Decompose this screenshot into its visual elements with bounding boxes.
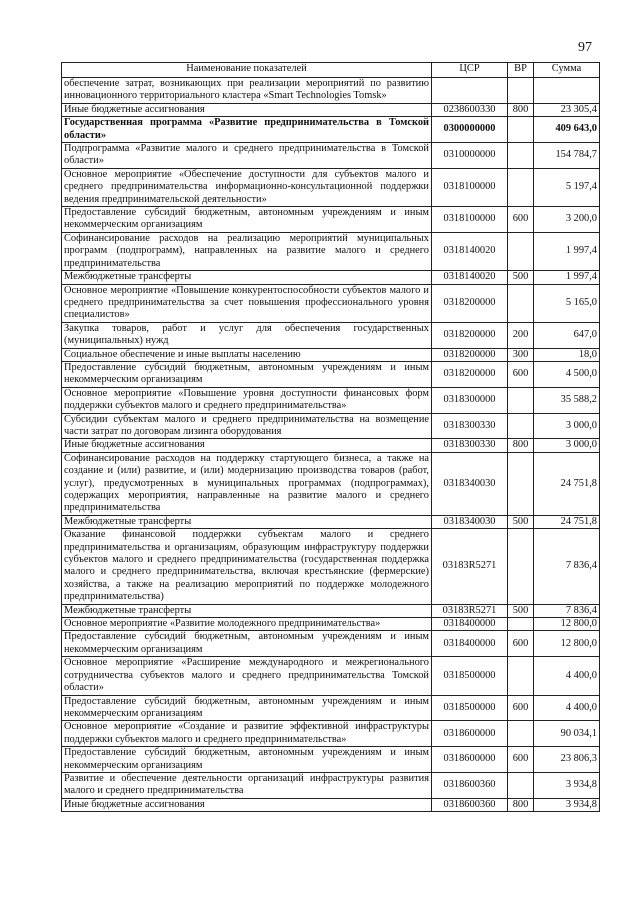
row-vr	[508, 284, 534, 322]
row-sum	[534, 78, 600, 104]
row-name: Софинансирование расходов на реализацию мероприятий муниципальных программ (подпрограмм), направленных на развитие малого и среднего предпринимательства	[62, 232, 432, 270]
row-vr: 500	[508, 515, 534, 528]
table-row	[62, 695, 600, 721]
row-vr	[508, 452, 534, 515]
row-name: Субсидии субъектам малого и среднего предпринимательства на возмещение части затрат по договорам лизинга оборудования	[62, 413, 432, 439]
row-vr	[508, 772, 534, 798]
row-code: 0318340030	[432, 515, 508, 528]
row-name: Межбюджетные трансферты	[62, 271, 432, 284]
row-name: Основное мероприятие «Создание и развитие эффективной инфраструктуры поддержки субъектов малого и среднего предпринимательства»	[62, 721, 432, 747]
row-name: Предоставление субсидий бюджетным, автономным учреждениям и иным некоммерческим организациям	[62, 631, 432, 657]
table-row	[62, 631, 600, 657]
row-sum: 154 784,7	[534, 143, 600, 169]
row-vr: 800	[508, 103, 534, 116]
table-row	[62, 103, 600, 116]
row-vr: 200	[508, 322, 534, 348]
row-code: 0318140020	[432, 271, 508, 284]
table-row	[62, 747, 600, 773]
row-code: 0318400000	[432, 618, 508, 631]
row-sum: 3 934,8	[534, 798, 600, 811]
row-sum: 23 806,3	[534, 747, 600, 773]
row-name: Закупка товаров, работ и услуг для обеспечения государственных (муниципальных) нужд	[62, 322, 432, 348]
row-name: Основное мероприятие «Развитие молодежного предпринимательства»	[62, 618, 432, 631]
row-code: 0318600000	[432, 721, 508, 747]
table-row	[62, 413, 600, 439]
table-row	[62, 207, 600, 233]
row-code: 0318300330	[432, 413, 508, 439]
row-vr	[508, 117, 534, 143]
row-code: 0318300330	[432, 439, 508, 452]
row-name: Основное мероприятие «Повышение уровня доступности финансовых форм поддержки субъектов малого и среднего предпринимательства»	[62, 387, 432, 413]
table-row	[62, 232, 600, 270]
header-code: ЦСР	[432, 63, 508, 78]
row-name: Межбюджетные трансферты	[62, 515, 432, 528]
row-sum: 409 643,0	[534, 117, 600, 143]
table-row	[62, 117, 600, 143]
row-name: Предоставление субсидий бюджетным, автономным учреждениям и иным некоммерческим организациям	[62, 207, 432, 233]
row-code: 0318200000	[432, 361, 508, 387]
row-code: 03183R5271	[432, 529, 508, 604]
row-code: 0318500000	[432, 695, 508, 721]
table-row	[62, 284, 600, 322]
row-code: 0318100000	[432, 207, 508, 233]
row-code: 0318400000	[432, 631, 508, 657]
row-sum: 12 800,0	[534, 618, 600, 631]
row-sum: 1 997,4	[534, 271, 600, 284]
table-row	[62, 348, 600, 361]
row-sum: 4 400,0	[534, 657, 600, 695]
row-code: 0318140020	[432, 232, 508, 270]
row-vr	[508, 657, 534, 695]
table-row	[62, 529, 600, 604]
row-code: 0318340030	[432, 452, 508, 515]
row-code: 0300000000	[432, 117, 508, 143]
table-row	[62, 387, 600, 413]
row-sum: 3 200,0	[534, 207, 600, 233]
row-code: 0318200000	[432, 284, 508, 322]
row-name: Основное мероприятие «Обеспечение доступности для субъектов малого и среднего предпринимательства информационно-консультационной поддержки ведения предпринимательской деятельности»	[62, 168, 432, 206]
row-vr	[508, 413, 534, 439]
row-name: Предоставление субсидий бюджетным, автономным учреждениям и иным некоммерческим организациям	[62, 747, 432, 773]
row-name: Основное мероприятие «Расширение международного и межрегионального сотрудничества субъектов малого и среднего предпринимательства Томской области»	[62, 657, 432, 695]
row-vr: 600	[508, 695, 534, 721]
row-vr	[508, 232, 534, 270]
table-row	[62, 657, 600, 695]
table-row	[62, 618, 600, 631]
table-row	[62, 515, 600, 528]
row-vr: 600	[508, 361, 534, 387]
table-row	[62, 271, 600, 284]
row-vr: 600	[508, 747, 534, 773]
row-vr	[508, 143, 534, 169]
row-vr	[508, 721, 534, 747]
table-row	[62, 168, 600, 206]
table-row	[62, 322, 600, 348]
row-code: 0310000000	[432, 143, 508, 169]
row-sum: 5 165,0	[534, 284, 600, 322]
table-header-row	[62, 63, 600, 78]
header-sum: Сумма	[534, 63, 600, 78]
table-row	[62, 721, 600, 747]
table-row	[62, 439, 600, 452]
row-sum: 90 034,1	[534, 721, 600, 747]
header-name: Наименование показателей	[62, 63, 432, 78]
row-name: обеспечение затрат, возникающих при реализации мероприятий по развитию инновационного территориального кластера «Smart Technologies Tomsk»	[62, 78, 432, 104]
row-vr: 600	[508, 207, 534, 233]
row-name: Основное мероприятие «Повышение конкурентоспособности субъектов малого и среднего предпринимательства за счет повышения профессионального уровня специалистов»	[62, 284, 432, 322]
row-vr: 800	[508, 439, 534, 452]
page-number: 97	[578, 40, 592, 55]
row-name: Предоставление субсидий бюджетным, автономным учреждениям и иным некоммерческим организациям	[62, 695, 432, 721]
row-code: 0318600360	[432, 798, 508, 811]
row-name: Оказание финансовой поддержки субъектам малого и среднего предпринимательства и организациям, образующим инфраструктуру поддержки субъектов малого и среднего предпринимательства (государственная поддержка малого и среднего предпринимательства, включая крестьянские (фермерские) хозяйства, а также на реализацию мероприятий по поддержке молодежного предпринимательства)	[62, 529, 432, 604]
row-name: Развитие и обеспечение деятельности организаций инфраструктуры развития малого и среднего предпринимательства	[62, 772, 432, 798]
row-code: 0318600000	[432, 747, 508, 773]
row-vr: 500	[508, 271, 534, 284]
row-sum: 647,0	[534, 322, 600, 348]
row-code: 0318100000	[432, 168, 508, 206]
row-sum: 3 000,0	[534, 439, 600, 452]
row-sum: 12 800,0	[534, 631, 600, 657]
row-name: Государственная программа «Развитие предпринимательства в Томской области»	[62, 117, 432, 143]
row-vr: 600	[508, 631, 534, 657]
row-sum: 18,0	[534, 348, 600, 361]
row-name: Иные бюджетные ассигнования	[62, 439, 432, 452]
row-sum: 3 934,8	[534, 772, 600, 798]
row-sum: 24 751,8	[534, 515, 600, 528]
row-sum: 24 751,8	[534, 452, 600, 515]
table-row	[62, 452, 600, 515]
row-vr	[508, 529, 534, 604]
row-sum: 23 305,4	[534, 103, 600, 116]
row-vr	[508, 168, 534, 206]
row-sum: 4 400,0	[534, 695, 600, 721]
row-sum: 3 000,0	[534, 413, 600, 439]
row-name: Социальное обеспечение и иные выплаты населению	[62, 348, 432, 361]
row-sum: 35 588,2	[534, 387, 600, 413]
header-vr: ВР	[508, 63, 534, 78]
row-code: 0318200000	[432, 348, 508, 361]
row-code: 0318600360	[432, 772, 508, 798]
row-vr: 500	[508, 604, 534, 617]
budget-table	[61, 62, 600, 812]
row-name: Подпрограмма «Развитие малого и среднего предпринимательства в Томской области»	[62, 143, 432, 169]
row-name: Софинансирование расходов на поддержку стартующего бизнеса, а также на создание и (или) развитие, и (или) модернизацию производства товаров (работ, услуг), предусмотренных в муниципальных программах (подпрограммах), содержащих мероприятия, направленные на развитие малого и среднего предпринимательства	[62, 452, 432, 515]
table-row	[62, 78, 600, 104]
row-sum: 7 836,4	[534, 529, 600, 604]
row-code: 03183R5271	[432, 604, 508, 617]
row-sum: 5 197,4	[534, 168, 600, 206]
row-name: Предоставление субсидий бюджетным, автономным учреждениям и иным некоммерческим организациям	[62, 361, 432, 387]
row-sum: 1 997,4	[534, 232, 600, 270]
row-vr	[508, 78, 534, 104]
row-name: Иные бюджетные ассигнования	[62, 798, 432, 811]
row-sum: 4 500,0	[534, 361, 600, 387]
row-vr	[508, 618, 534, 631]
row-sum: 7 836,4	[534, 604, 600, 617]
table-row	[62, 772, 600, 798]
table-row	[62, 604, 600, 617]
table-row	[62, 361, 600, 387]
row-code	[432, 78, 508, 104]
row-name: Межбюджетные трансферты	[62, 604, 432, 617]
row-code: 0318200000	[432, 322, 508, 348]
row-code: 0238600330	[432, 103, 508, 116]
row-name: Иные бюджетные ассигнования	[62, 103, 432, 116]
row-vr: 800	[508, 798, 534, 811]
table-row	[62, 798, 600, 811]
row-vr: 300	[508, 348, 534, 361]
row-vr	[508, 387, 534, 413]
row-code: 0318300000	[432, 387, 508, 413]
table-row	[62, 143, 600, 169]
row-code: 0318500000	[432, 657, 508, 695]
table-body	[62, 78, 600, 812]
